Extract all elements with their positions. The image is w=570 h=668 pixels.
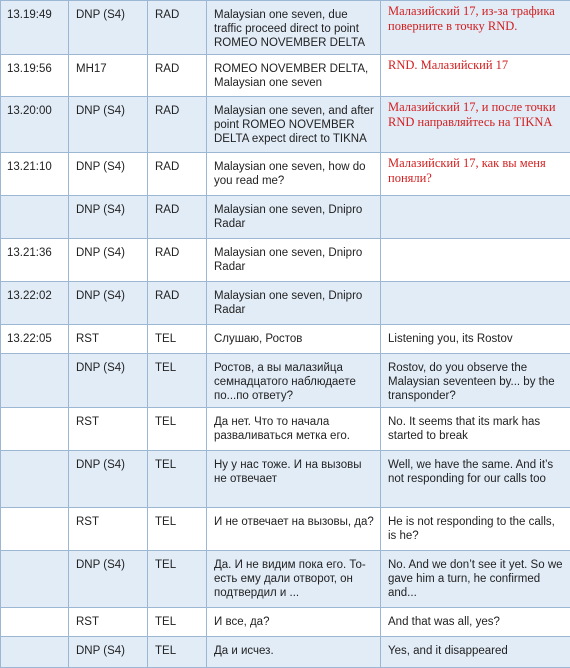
speaker-cell: DNP (S4) <box>69 637 148 668</box>
russian-translation-note: Малазийский 17, из-за трафика поверните в точку RND. <box>388 4 555 33</box>
time-cell: 13.19:49 <box>1 1 69 55</box>
table-row <box>1 608 570 637</box>
utterance-cell: Слушаю, Ростов <box>207 325 381 354</box>
utterance-cell: Malaysian one seven, and after point ROMEO NOVEMBER DELTA expect direct to TIKNA <box>207 97 381 153</box>
channel-cell: RAD <box>148 196 207 239</box>
time-cell <box>1 408 69 451</box>
table-row <box>1 282 570 325</box>
utterance-cell: И не отвечает на вызовы, да? <box>207 508 381 551</box>
russian-translation-note: Малазийский 17, и после точки RND направляйтесь на TIKNA <box>388 100 556 129</box>
speaker-cell: DNP (S4) <box>69 1 148 55</box>
translation-cell <box>381 153 570 196</box>
russian-translation-note: RND. Малазийский 17 <box>388 58 508 72</box>
speaker-cell: DNP (S4) <box>69 153 148 196</box>
speaker-cell: DNP (S4) <box>69 551 148 608</box>
time-cell <box>1 551 69 608</box>
utterance-cell: Да. И не видим пока его. То-есть ему дали отворот, он подтвердил и ... <box>207 551 381 608</box>
time-cell <box>1 196 69 239</box>
channel-cell: TEL <box>148 508 207 551</box>
translation-cell <box>381 282 570 325</box>
table-row <box>1 508 570 551</box>
utterance-cell: Malaysian one seven, Dnipro Radar <box>207 196 381 239</box>
speaker-cell: DNP (S4) <box>69 97 148 153</box>
utterance-cell: Ну у нас тоже. И на вызовы не отвечает <box>207 451 381 508</box>
table-row <box>1 637 570 668</box>
speaker-cell: MH17 <box>69 55 148 97</box>
utterance-cell: ROMEO NOVEMBER DELTA, Malaysian one seven <box>207 55 381 97</box>
table-row <box>1 325 570 354</box>
translation-cell: He is not responding to the calls, is he? <box>381 508 570 551</box>
time-cell: 13.22:05 <box>1 325 69 354</box>
translation-cell: Yes, and it disappeared <box>381 637 570 668</box>
utterance-cell: Malaysian one seven, Dnipro Radar <box>207 239 381 282</box>
translation-cell <box>381 97 570 153</box>
time-cell: 13.21:36 <box>1 239 69 282</box>
speaker-cell: DNP (S4) <box>69 354 148 408</box>
time-cell <box>1 637 69 668</box>
table-row <box>1 196 570 239</box>
speaker-cell: RST <box>69 408 148 451</box>
channel-cell: RAD <box>148 97 207 153</box>
channel-cell: RAD <box>148 239 207 282</box>
utterance-cell: Malaysian one seven, due traffic proceed direct to point ROMEO NOVEMBER DELTA <box>207 1 381 55</box>
channel-cell: RAD <box>148 282 207 325</box>
time-cell: 13.21:10 <box>1 153 69 196</box>
russian-translation-note: Малазийский 17, как вы меня поняли? <box>388 156 546 185</box>
channel-cell: TEL <box>148 608 207 637</box>
table-row <box>1 551 570 608</box>
speaker-cell: DNP (S4) <box>69 451 148 508</box>
speaker-cell: RST <box>69 508 148 551</box>
channel-cell: TEL <box>148 551 207 608</box>
translation-cell: No. And we don’t see it yet. So we gave him a turn, he confirmed and... <box>381 551 570 608</box>
time-cell <box>1 508 69 551</box>
speaker-cell: RST <box>69 325 148 354</box>
translation-cell: Listening you, its Rostov <box>381 325 570 354</box>
speaker-cell: DNP (S4) <box>69 196 148 239</box>
channel-cell: TEL <box>148 408 207 451</box>
table-row <box>1 408 570 451</box>
translation-cell <box>381 55 570 97</box>
translation-cell <box>381 1 570 55</box>
utterance-cell: Да нет. Что то начала разваливаться метка его. <box>207 408 381 451</box>
utterance-cell: Ростов, а вы малазийца семнадцатого наблюдаете по...по ответу? <box>207 354 381 408</box>
speaker-cell: RST <box>69 608 148 637</box>
table-row <box>1 354 570 408</box>
utterance-cell: Malaysian one seven, how do you read me? <box>207 153 381 196</box>
utterance-cell: Malaysian one seven, Dnipro Radar <box>207 282 381 325</box>
time-cell <box>1 354 69 408</box>
translation-cell: Rostov, do you observe the Malaysian seventeen by... by the transponder? <box>381 354 570 408</box>
table-row <box>1 153 570 196</box>
table-row <box>1 55 570 97</box>
channel-cell: TEL <box>148 451 207 508</box>
table-row <box>1 1 570 55</box>
translation-cell: No. It seems that its mark has started to break <box>381 408 570 451</box>
translation-cell: Well, we have the same. And it’s not responding for our calls too <box>381 451 570 508</box>
utterance-cell: Да и исчез. <box>207 637 381 668</box>
speaker-cell: DNP (S4) <box>69 239 148 282</box>
channel-cell: TEL <box>148 637 207 668</box>
channel-cell: RAD <box>148 55 207 97</box>
table-row <box>1 451 570 508</box>
translation-cell: And that was all, yes? <box>381 608 570 637</box>
translation-cell <box>381 196 570 239</box>
translation-cell <box>381 239 570 282</box>
channel-cell: RAD <box>148 1 207 55</box>
channel-cell: RAD <box>148 153 207 196</box>
table-row <box>1 97 570 153</box>
table-row <box>1 239 570 282</box>
time-cell <box>1 608 69 637</box>
channel-cell: TEL <box>148 325 207 354</box>
time-cell <box>1 451 69 508</box>
time-cell: 13.19:56 <box>1 55 69 97</box>
time-cell: 13.22:02 <box>1 282 69 325</box>
utterance-cell: И все, да? <box>207 608 381 637</box>
channel-cell: TEL <box>148 354 207 408</box>
time-cell: 13.20:00 <box>1 97 69 153</box>
speaker-cell: DNP (S4) <box>69 282 148 325</box>
